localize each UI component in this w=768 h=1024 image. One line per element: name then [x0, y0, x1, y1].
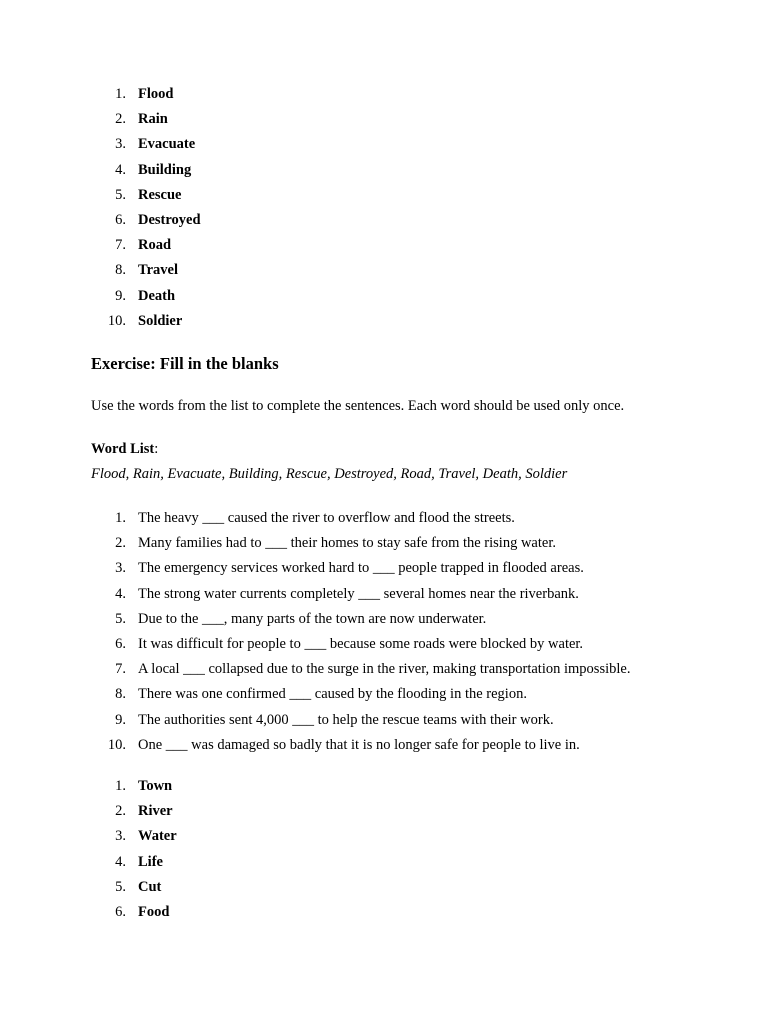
list-item — [0, 107, 768, 132]
sentence-text: One ___ was damaged so badly that it is no longer safe for people to live in. — [138, 736, 580, 753]
item-number: 2. — [115, 803, 126, 820]
vocab-word: Cut — [138, 878, 162, 895]
item-number: 1. — [115, 778, 126, 794]
vocabulary-list-1 — [0, 82, 768, 334]
vocabulary-list-2 — [0, 774, 768, 925]
sentence-text: The strong water currents completely ___ several homes near the riverbank. — [138, 585, 579, 602]
vocab-word: Death — [138, 287, 176, 304]
list-item — [0, 233, 768, 258]
item-number: 3. — [115, 560, 126, 577]
item-number: 6. — [115, 211, 126, 228]
vocab-word: Rescue — [138, 186, 182, 203]
vocab-word: Flood — [138, 86, 174, 102]
list-item — [0, 158, 768, 183]
sentence-item — [0, 733, 768, 758]
sentence-text: Due to the ___, many parts of the town are now underwater. — [138, 610, 487, 627]
word-list: Flood, Rain, Evacuate, Building, Rescue, Destroyed, Road, Travel, Death, Soldier — [91, 466, 568, 482]
vocab-word: Road — [138, 237, 172, 254]
item-number: 1. — [115, 510, 126, 526]
vocab-word: Building — [138, 161, 192, 178]
list-item — [0, 132, 768, 157]
word-list-label — [91, 441, 158, 458]
list-item — [0, 900, 768, 925]
list-item — [0, 774, 768, 799]
item-number: 2. — [115, 535, 126, 552]
sentence-item — [0, 607, 768, 632]
word-list-label-text: Word List — [91, 441, 155, 457]
vocab-word: Destroyed — [138, 211, 201, 228]
list-item — [0, 258, 768, 283]
list-item — [0, 183, 768, 208]
item-number: 2. — [115, 111, 126, 128]
list-item — [0, 208, 768, 233]
item-number: 8. — [115, 262, 126, 279]
item-number: 6. — [115, 635, 126, 652]
vocab-word: Evacuate — [138, 136, 196, 153]
list-item — [0, 284, 768, 309]
item-number: 10. — [107, 312, 126, 329]
sentence-item — [0, 708, 768, 733]
item-number: 1. — [115, 86, 126, 102]
sentence-text: A local ___ collapsed due to the surge in the river, making transportation impossible. — [138, 661, 631, 678]
sentence-text: Many families had to ___ their homes to stay safe from the rising water. — [138, 535, 556, 552]
vocab-word: Water — [138, 828, 177, 845]
sentence-text: The heavy ___ caused the river to overflow and flood the streets. — [138, 510, 515, 526]
item-number: 8. — [115, 686, 126, 703]
sentence-text: It was difficult for people to ___ because some roads were blocked by water. — [138, 635, 584, 652]
item-number: 4. — [115, 585, 126, 602]
list-item — [0, 309, 768, 334]
sentence-item — [0, 531, 768, 556]
word-list-colon: : — [154, 441, 159, 457]
list-item — [0, 799, 768, 824]
item-number: 9. — [115, 711, 126, 728]
item-number: 4. — [115, 161, 126, 178]
item-number: 7. — [115, 661, 126, 678]
sentence-item — [0, 657, 768, 682]
sentence-item — [0, 506, 768, 531]
list-item — [0, 82, 768, 107]
sentence-text: There was one confirmed ___ caused by the flooding in the region. — [138, 686, 527, 703]
list-item — [0, 824, 768, 849]
item-number: 7. — [115, 237, 126, 254]
item-number: 3. — [115, 828, 126, 845]
vocab-word: Travel — [138, 262, 178, 279]
item-number: 9. — [115, 287, 126, 304]
exercise-heading: Exercise: Fill in the blanks — [91, 354, 279, 373]
sentence-text: The emergency services worked hard to ___ people trapped in flooded areas. — [138, 560, 584, 577]
item-number: 5. — [115, 186, 126, 203]
sentence-item — [0, 582, 768, 607]
sentence-item — [0, 682, 768, 707]
vocab-word: Soldier — [138, 312, 183, 329]
vocab-word: River — [138, 803, 173, 820]
item-number: 10. — [107, 736, 126, 753]
vocab-word: Food — [138, 903, 170, 920]
vocab-word: Life — [138, 853, 163, 870]
sentence-item — [0, 556, 768, 581]
list-item — [0, 850, 768, 875]
vocab-word: Town — [138, 778, 173, 794]
sentence-text: The authorities sent 4,000 ___ to help the rescue teams with their work. — [138, 711, 554, 728]
sentence-item — [0, 632, 768, 657]
exercise-instructions: Use the words from the list to complete the sentences. Each word should be used only once. — [91, 398, 625, 414]
item-number: 6. — [115, 903, 126, 920]
list-item — [0, 875, 768, 900]
sentence-list — [0, 506, 768, 758]
vocab-word: Rain — [138, 111, 168, 128]
item-number: 5. — [115, 878, 126, 895]
item-number: 3. — [115, 136, 126, 153]
item-number: 5. — [115, 610, 126, 627]
item-number: 4. — [115, 853, 126, 870]
